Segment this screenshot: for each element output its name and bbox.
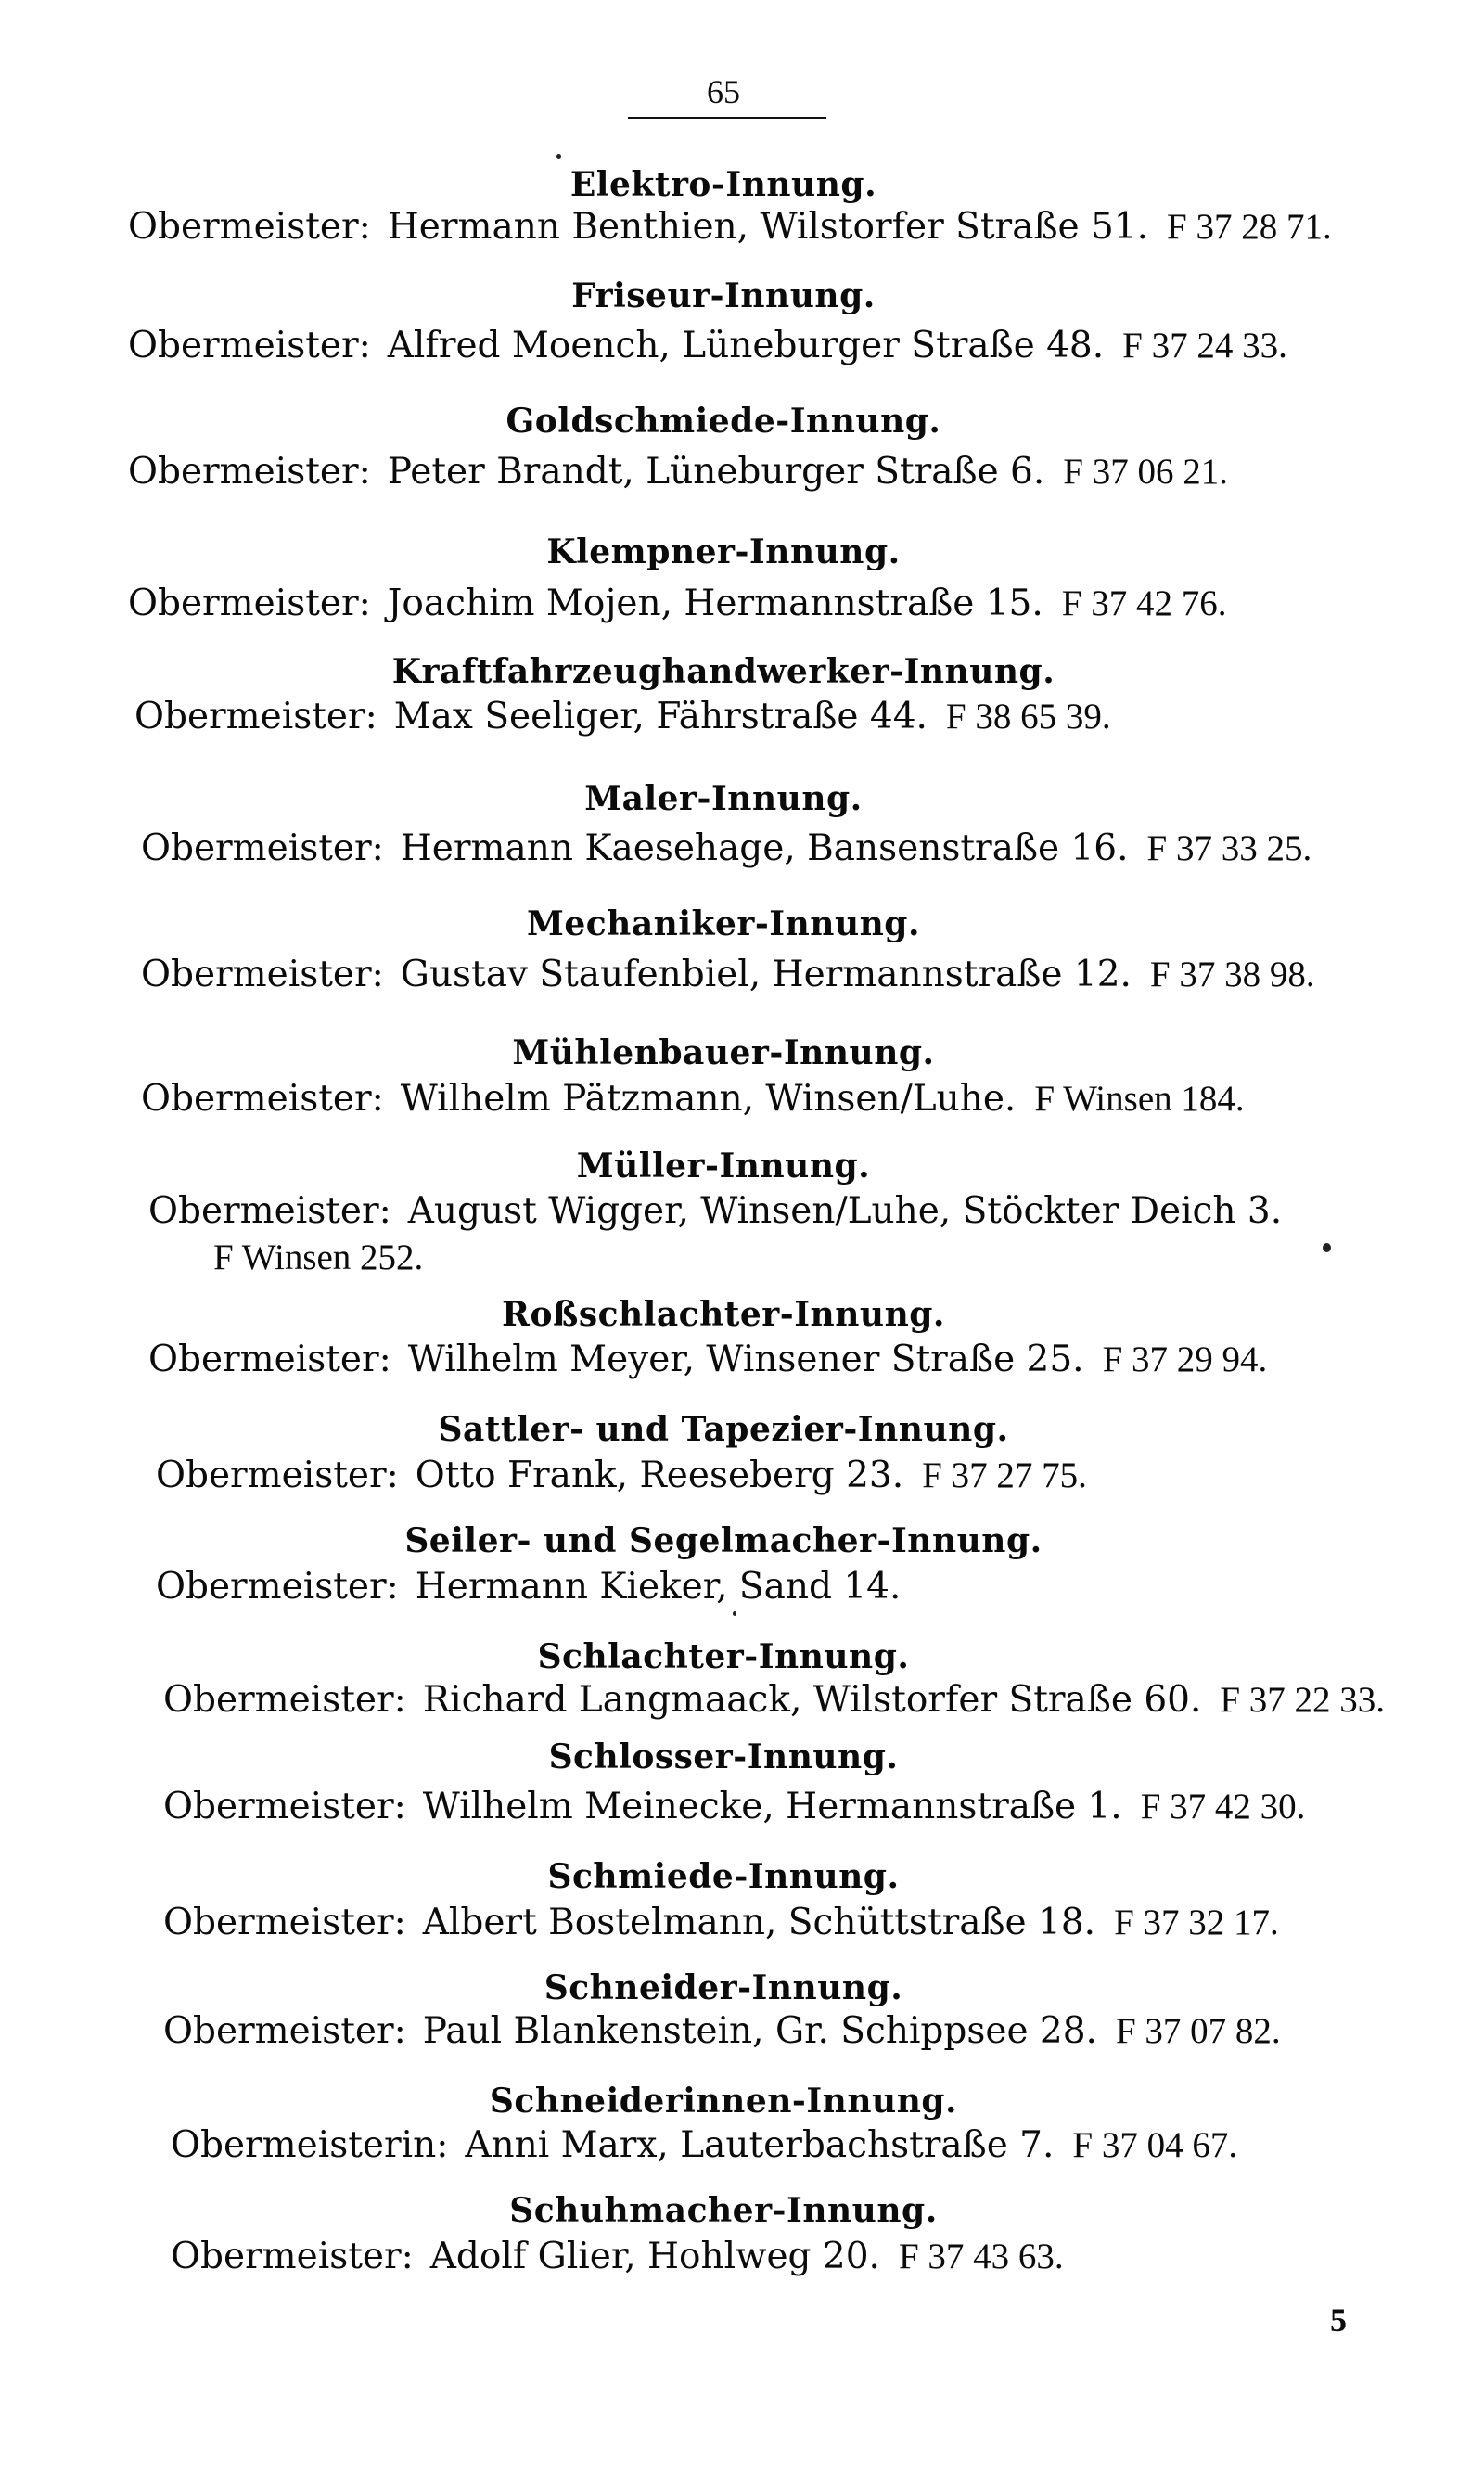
phone-number: F 37 43 63. [898,2237,1064,2276]
master-name-address: Joachim Mojen, Hermannstraße 15. [387,583,1043,624]
phone-number: F 37 28 71. [1167,207,1332,247]
master-line [141,827,1311,869]
guild-heading: Roßschlachter-Innung. [502,1295,945,1334]
master-role: Obermeister: [128,451,371,493]
guild-heading: Kraftfahrzeughandwerker-Innung. [391,652,1055,691]
master-name-address: Hermann Kaesehage, Bansenstraße 16. [400,827,1129,869]
phone-number: F 37 32 17. [1114,1903,1279,1942]
signature-mark: 5 [1330,2301,1347,2339]
master-role: Obermeister: [148,1339,391,1380]
master-role: Obermeister: [156,1566,399,1608]
guild-heading: Schneiderinnen-Innung. [489,2082,958,2121]
phone-number: F 37 24 33. [1122,326,1287,365]
master-line [163,1679,1385,1721]
master-line [171,2236,1064,2277]
master-role: Obermeister: [163,1786,406,1827]
master-line [163,2010,1281,2052]
phone-number: F 37 04 67. [1072,2125,1238,2165]
guild-heading: Goldschmiede-Innung. [505,402,941,441]
master-name-address: Anni Marx, Lauterbachstraße 7. [465,2124,1055,2166]
master-role: Obermeister: [141,827,384,869]
guild-heading: Sattler- und Tapezier-Innung. [438,1410,1009,1449]
master-role: Obermeister: [171,2236,414,2277]
master-name-address: Wilhelm Meyer, Winsener Straße 25. [407,1339,1084,1380]
master-name-address: Hermann Kieker, Sand 14. [415,1566,902,1608]
master-name-address: Wilhelm Pätzmann, Winsen/Luhe. [400,1078,1017,1120]
phone-number: F 37 42 76. [1061,583,1227,623]
guild-heading: Schlosser-Innung. [548,1737,899,1776]
guild-heading: Mechaniker-Innung. [526,904,921,943]
guild-heading: Elektro-Innung. [569,165,877,204]
master-name-address: Alfred Moench, Lüneburger Straße 48. [387,325,1105,366]
master-role: Obermeister: [148,1190,391,1232]
master-line [128,451,1228,493]
phone-number: F Winsen 252. [213,1237,424,1277]
guild-heading: Schneider-Innung. [544,1968,903,2007]
phone-number: F 38 65 39. [945,697,1111,737]
master-name-address: Wilhelm Meinecke, Hermannstraße 1. [422,1786,1122,1827]
phone-number: F Winsen 184. [1034,1079,1245,1119]
master-line [134,696,1111,737]
master-name-address: Paul Blankenstein, Gr. Schippsee 28. [422,2010,1097,2052]
master-name-address: August Wigger, Winsen/Luhe, Stöckter Deich 3. [407,1190,1283,1232]
master-role: Obermeister: [141,1078,384,1120]
guild-heading: Müller-Innung. [576,1147,871,1186]
master-line [163,1786,1305,1827]
guild-heading: Schlachter-Innung. [537,1637,910,1676]
continuation-line [213,1237,423,1278]
print-speck [733,1611,736,1616]
phone-number: F 37 42 30. [1140,1787,1306,1827]
master-line [148,1339,1267,1380]
master-line [163,1902,1279,1943]
master-line [128,583,1226,624]
master-name-address: Albert Bostelmann, Schüttstraße 18. [422,1902,1096,1943]
guild-heading: Mühlenbauer-Innung. [512,1033,935,1072]
header-rule [628,117,826,119]
master-role: Obermeister: [156,1455,399,1496]
master-line [128,206,1332,248]
phone-number: F 37 07 82. [1115,2011,1281,2051]
master-line [141,954,1315,995]
phone-number: F 37 27 75. [922,1455,1087,1495]
master-line [156,1455,1087,1496]
guild-heading: Friseur-Innung. [571,276,876,315]
master-line [148,1190,1300,1232]
guild-heading: Maler-Innung. [584,779,863,818]
print-speck [556,154,561,159]
master-name-address: Richard Langmaack, Wilstorfer Straße 60. [422,1679,1202,1721]
guild-heading: Seiler- und Segelmacher-Innung. [404,1521,1043,1560]
phone-number: F 37 29 94. [1102,1340,1268,1379]
guild-heading: Schuhmacher-Innung. [509,2191,938,2230]
master-line [156,1566,919,1608]
guild-heading: Klempner-Innung. [546,532,901,571]
master-role: Obermeister: [163,1679,406,1721]
master-role: Obermeister: [134,696,377,737]
master-name-address: Max Seeliger, Fährstraße 44. [393,696,928,737]
phone-number: F 37 38 98. [1149,955,1315,994]
print-speck [1323,1243,1331,1252]
master-name-address: Adolf Glier, Hohlweg 20. [429,2236,880,2277]
master-line [141,1078,1245,1120]
master-name-address: Peter Brandt, Lüneburger Straße 6. [387,451,1045,493]
phone-number: F 37 06 21. [1063,452,1228,492]
master-line [171,2124,1237,2166]
phone-number: F 37 22 33. [1220,1680,1386,1720]
master-role: Obermeisterin: [171,2124,449,2166]
master-name-address: Gustav Staufenbiel, Hermannstraße 12. [400,954,1132,995]
master-role: Obermeister: [128,325,371,366]
master-role: Obermeister: [128,583,371,624]
master-role: Obermeister: [163,2010,406,2052]
master-line [128,325,1287,366]
page-number: 65 [707,73,740,110]
master-role: Obermeister: [141,954,384,995]
master-name-address: Hermann Benthien, Wilstorfer Straße 51. [387,206,1149,248]
master-role: Obermeister: [128,206,371,248]
guild-heading: Schmiede-Innung. [547,1857,900,1896]
master-role: Obermeister: [163,1902,406,1943]
master-name-address: Otto Frank, Reeseberg 23. [415,1455,904,1496]
phone-number: F 37 33 25. [1146,828,1312,868]
